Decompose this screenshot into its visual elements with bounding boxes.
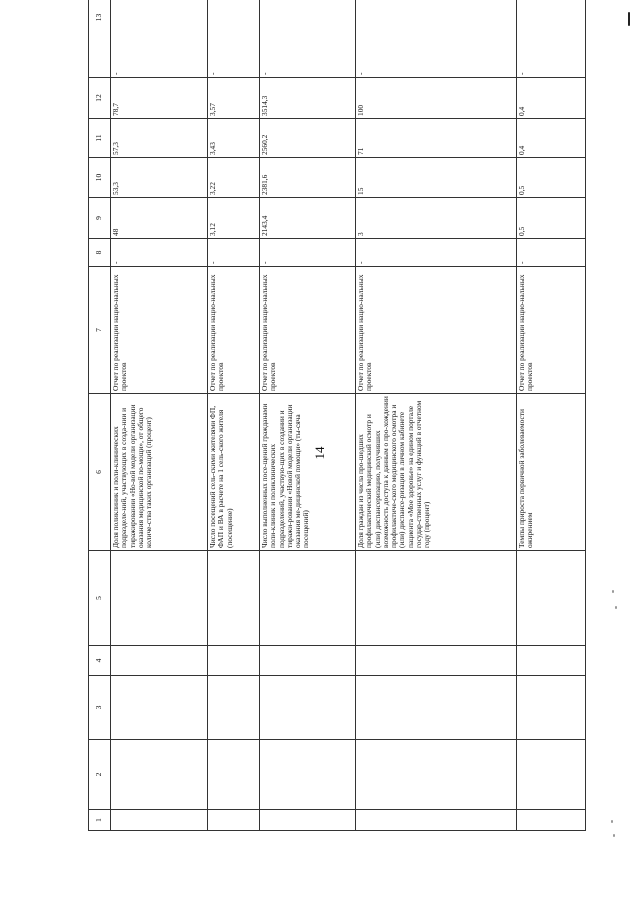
table-cell [356,551,517,646]
table-cell [208,810,260,831]
table-cell [517,810,586,831]
table-cell [260,551,356,646]
table-cell [260,810,356,831]
value-cell: 0,4 [517,119,586,158]
value-cell: 2560,2 [260,119,356,158]
header-cell: 3 [89,676,111,740]
indicator-cell: Темпы прироста первичной заболеваемости ожирением [517,394,586,551]
table-cell [260,740,356,810]
rotated-table-container [88,13,585,831]
table-cell [356,810,517,831]
value-cell: 15 [356,158,517,198]
scan-speck [611,820,613,823]
scan-edge-mark [628,12,630,26]
indicators-table [88,0,586,831]
value-cell: - [208,239,260,267]
table-cell [111,810,208,831]
value-cell: - [260,239,356,267]
table-cell [111,646,208,676]
table-cell [111,676,208,740]
table-row [356,0,517,831]
header-cell: 4 [89,646,111,676]
value-cell: 100 [356,78,517,119]
header-cell: 9 [89,198,111,239]
value-cell: - [111,239,208,267]
header-cell: 7 [89,267,111,394]
value-cell: 0,4 [517,78,586,119]
table-cell [356,646,517,676]
value-cell: - [356,239,517,267]
header-cell: 11 [89,119,111,158]
table-cell [208,676,260,740]
value-cell: - [208,0,260,78]
source-cell: Отчет по реализации нацио-нальных проектов [111,267,208,394]
header-cell: 12 [89,78,111,119]
header-cell: 8 [89,239,111,267]
value-cell: 53,3 [111,158,208,198]
source-cell: Отчет по реализации нацио-нальных проектов [517,267,586,394]
table-cell [356,676,517,740]
table-cell [208,551,260,646]
value-cell: 3,22 [208,158,260,198]
header-cell: 6 [89,394,111,551]
header-cell: 5 [89,551,111,646]
table-cell [517,740,586,810]
table-cell [260,676,356,740]
table-cell [517,676,586,740]
header-cell: 2 [89,740,111,810]
table-cell [517,551,586,646]
value-cell: 2143,4 [260,198,356,239]
table-cell [517,646,586,676]
indicator-cell: Доля поликлиник и поли-клинических подразделе-ний, участвующих в созда-нии и тиражировании «Но-вой модели организации оказания медицинской по-мощи», от общего количе-ства таких организаций (процент) [111,394,208,551]
source-cell: Отчет по реализации нацио-нальных проектов [208,267,260,394]
value-cell: 3 [356,198,517,239]
value-cell: - [260,0,356,78]
value-cell: - [111,0,208,78]
value-cell: 57,3 [111,119,208,158]
source-cell: Отчет по реализации нацио-нальных проектов [356,267,517,394]
scan-speck [615,606,617,609]
value-cell: 3,43 [208,119,260,158]
table-row [111,0,208,831]
value-cell: 48 [111,198,208,239]
value-cell: 2381,6 [260,158,356,198]
indicator-cell: Число выполненных посе-щений гражданами поли-клиник и поликлинических подразделений, участвую-щих в создании и тиражи-ровании «Новой модели организации оказания ме-дицинской помощи» (ты-сяча посещений) [260,394,356,551]
header-cell: 13 [89,0,111,78]
value-cell: 0,5 [517,158,586,198]
value-cell: 3,57 [208,78,260,119]
header-cell: 10 [89,158,111,198]
table-row [260,0,356,831]
table-row [517,0,586,831]
table-cell [111,740,208,810]
table-cell [260,646,356,676]
table-cell [356,740,517,810]
table-header-row [89,0,111,831]
source-cell: Отчет по реализации нацио-нальных проектов [260,267,356,394]
value-cell: 0,5 [517,198,586,239]
page-number: 14 [312,446,327,460]
value-cell: - [517,239,586,267]
value-cell: 3514,3 [260,78,356,119]
indicator-cell: Число посещений сель-скими жителями ФП, ФАП и ВА в расчете на 1 сель-ского жителя (посещение) [208,394,260,551]
scan-speck [613,834,615,837]
table-cell [208,646,260,676]
value-cell: - [517,0,586,78]
value-cell: 71 [356,119,517,158]
scan-speck [612,590,614,593]
table-row [208,0,260,831]
value-cell: 3,12 [208,198,260,239]
table-cell [208,740,260,810]
value-cell: 78,7 [111,78,208,119]
value-cell: - [356,0,517,78]
indicator-cell: Доля граждан из числа про-шедших профилактический медицинский осмотр и (или) диспансеризацию, получивших возможность доступа к данным о про-хождении профилактиче-ского медицинского осмотра и (или) диспансе-ризации в личном кабинете пациента «Мое здоровье» на едином портале государ-ственных услуг и функций в отчетном году (процент) [356,394,517,551]
header-cell: 1 [89,810,111,831]
table-cell [111,551,208,646]
